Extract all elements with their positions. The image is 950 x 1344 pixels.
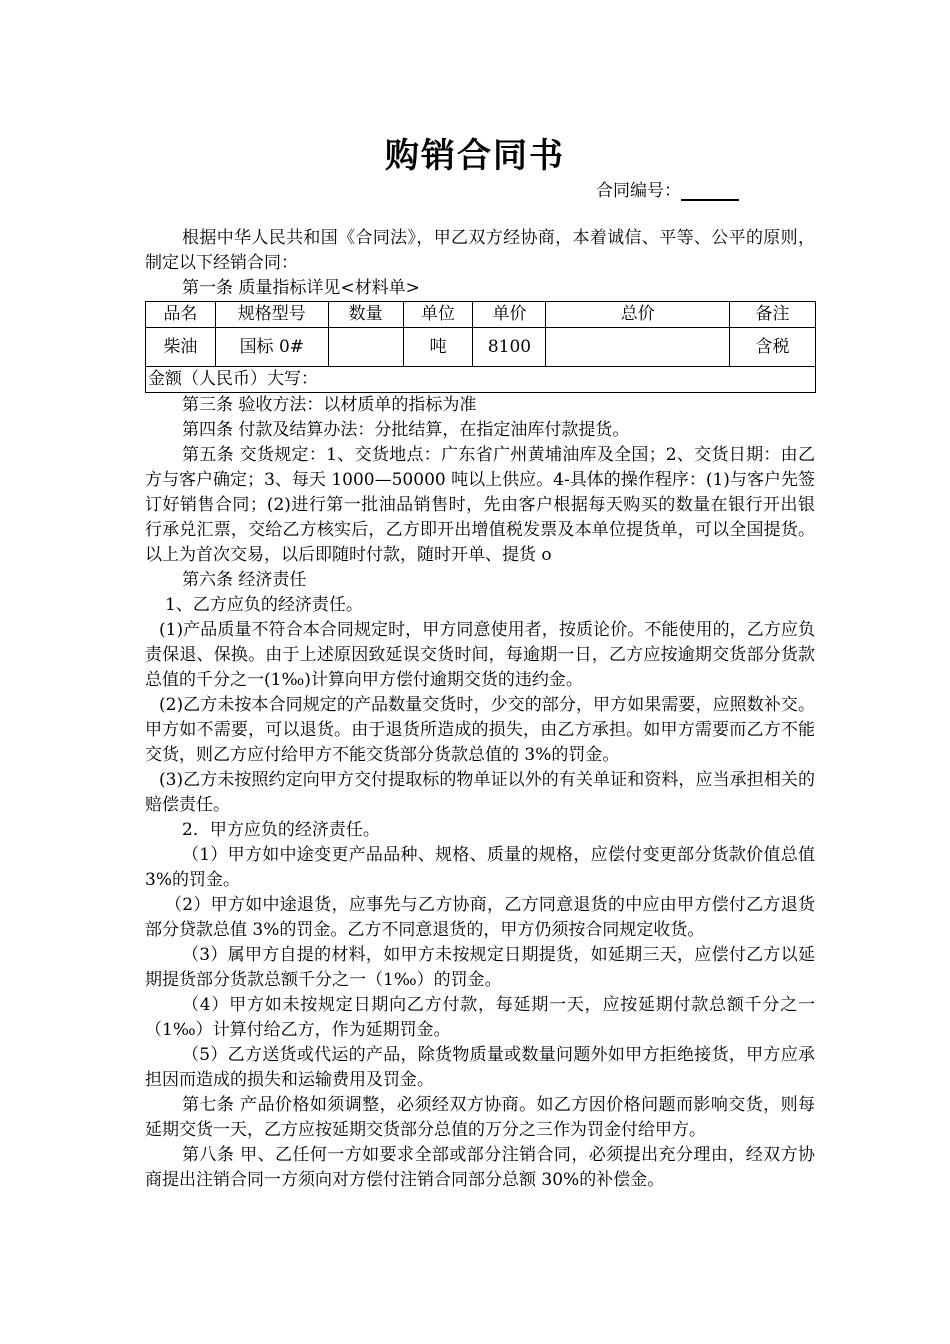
article-4: 第四条 付款及结算办法：分批结算，在指定油库付款提货。 (182, 420, 630, 440)
contract-body (145, 226, 815, 1193)
cell-unit-price: 8100 (473, 328, 546, 367)
article-6-party-b: 1、乙方应负的经济责任。 (165, 595, 363, 615)
header-spec: 规格型号 (215, 302, 328, 328)
amount-in-words: 金额（人民币）大写： (146, 367, 816, 393)
header-name: 品名 (146, 302, 216, 328)
contract-number-label: 合同编号： (596, 181, 681, 201)
header-remarks: 备注 (730, 302, 816, 328)
cell-quantity (328, 328, 403, 367)
article-6-a-item-2: （2）甲方如中途退货，应事先与乙方协商，乙方同意退货的中应由甲方偿付乙方退货部分贷款总值 3%的罚金。乙方不同意退货的，甲方仍须按合同规定收货。 (145, 895, 815, 940)
table-header-row (146, 302, 816, 328)
article-6-party-a: 2．甲方应负的经济责任。 (182, 820, 380, 840)
document-title: 购销合同书 (385, 136, 565, 176)
contract-number-blank (681, 183, 739, 201)
intro-paragraph: 根据中华人民共和国《合同法》，甲乙双方经协商，本着诚信、平等、公平的原则，制定以下经销合同： (145, 228, 815, 273)
cell-spec: 国标 0# (215, 328, 328, 367)
contract-number (596, 176, 739, 201)
amount-row (146, 367, 816, 393)
article-6-a-item-3: （3）属甲方自提的材料，如甲方未按规定日期提货，如延期三天，应偿付乙方以延期提货部分货款总额千分之一（1‰）的罚金。 (145, 945, 815, 990)
article-8: 第八条 甲、乙任何一方如要求全部或部分注销合同，必须提出充分理由，经双方协商提出注销合同一方须向对方偿付注销合同部分总额 30%的补偿金。 (145, 1145, 815, 1190)
article-6-b-item-3: (3)乙方未按照约定向甲方交付提取标的物单证以外的有关单证和资料，应当承担相关的赔偿责任。 (145, 770, 815, 815)
header-unit-price: 单价 (473, 302, 546, 328)
article-6-b-item-2: (2)乙方未按本合同规定的产品数量交货时，少交的部分，甲方如果需要，应照数补交。甲方如不需要，可以退货。由于退货所造成的损失，由乙方承担。如甲方需要而乙方不能交货，则乙方应付给甲方不能交货部分货款总值的 3%的罚金。 (145, 695, 815, 765)
cell-total-price (546, 328, 730, 367)
header-unit: 单位 (403, 302, 473, 328)
cell-name: 柴油 (146, 328, 216, 367)
article-6-a-item-1: （1）甲方如中途变更产品品种、规格、质量的规格，应偿付变更部分货款价值总值 3%的罚金。 (145, 845, 815, 890)
cell-unit: 吨 (403, 328, 473, 367)
article-7: 第七条 产品价格如须调整，必须经双方协商。如乙方因价格问题而影响交货，则每延期交货一天，乙方应按延期交货部分总值的万分之三作为罚金付给甲方。 (145, 1095, 815, 1140)
table-row (146, 328, 816, 367)
article-3: 第三条 验收方法：以材质单的指标为准 (182, 395, 477, 415)
material-table (145, 301, 816, 393)
article-6-b-item-1: (1)产品质量不符合本合同规定时，甲方同意使用者，按质论价。不能使用的，乙方应负责保退、保换。由于上述原因致延误交货时间，每逾期一日，乙方应按逾期交货部分货款总值的千分之一(1‰)计算向甲方偿付逾期交货的违约金。 (145, 620, 815, 690)
header-quantity: 数量 (328, 302, 403, 328)
cell-remarks: 含税 (730, 328, 816, 367)
article-6: 第六条 经济责任 (182, 570, 307, 590)
header-total-price: 总价 (546, 302, 730, 328)
article-6-a-item-4: （4）甲方如未按规定日期向乙方付款，每延期一天，应按延期付款总额千分之一（1‰）计算付给乙方，作为延期罚金。 (145, 995, 815, 1040)
article-5: 第五条 交货规定：1、交货地点：广东省广州黄埔油库及全国；2、交货日期：由乙方与客户确定；3、每天 1000—50000 吨以上供应。4-具体的操作程序：(1)与客户先签订好销售合同；(2)进行第一批油品销售时，先由客户根据每天购买的数量在银行开出银行承兑汇票，交给乙方核实后，乙方即开出增值税发票及本单位提货单，可以全国提货。以上为首次交易，以后即随时付款，随时开单、提货 o (145, 445, 815, 565)
article-6-a-item-5: （5）乙方送货或代运的产品，除货物质量或数量问题外如甲方拒绝接货，甲方应承担因而造成的损失和运输费用及罚金。 (145, 1045, 815, 1090)
article-1: 第一条 质量指标详见<材料单> (182, 278, 420, 298)
